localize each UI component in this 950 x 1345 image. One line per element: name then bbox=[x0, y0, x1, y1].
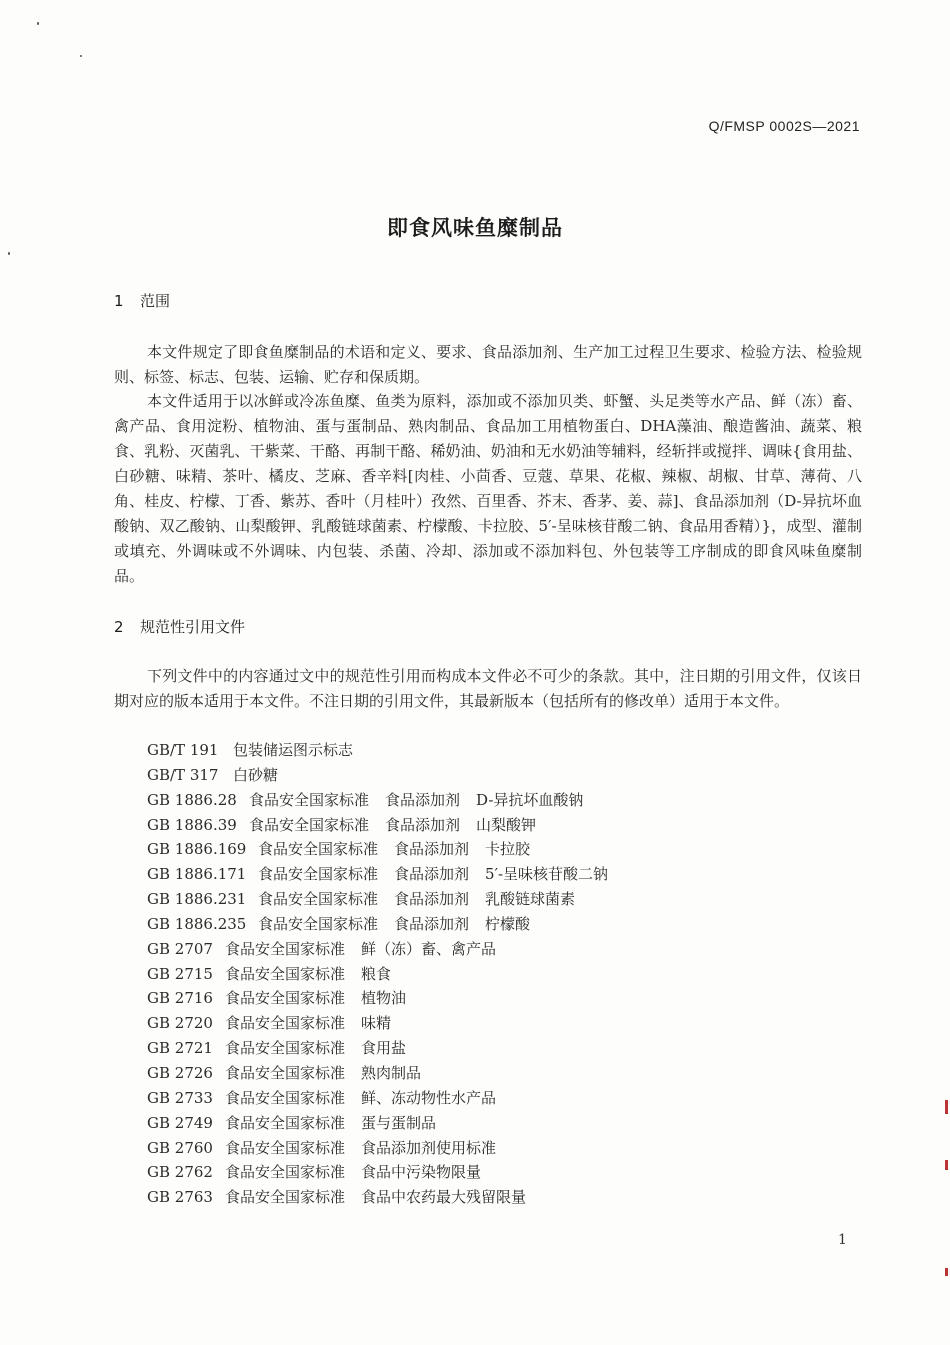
reference-title-part: 鲜（冻）畜、禽产品 bbox=[361, 939, 497, 958]
reference-code: GB 2715 bbox=[147, 964, 213, 983]
reference-title-part: 蛋与蛋制品 bbox=[361, 1113, 437, 1132]
reference-title-part: 食品安全国家标准 bbox=[225, 939, 346, 958]
scan-speck bbox=[37, 22, 39, 25]
reference-title-part: 柠檬酸 bbox=[485, 914, 531, 933]
reference-list bbox=[147, 738, 624, 1210]
reference-title-part: 食用盐 bbox=[361, 1039, 407, 1058]
scan-edge-mark bbox=[945, 1160, 948, 1170]
reference-code: GB/T 317 bbox=[147, 765, 219, 784]
reference-title-part: 5′-呈味核苷酸二钠 bbox=[485, 865, 609, 884]
reference-title-part: 食品安全国家标准 bbox=[225, 1014, 346, 1033]
reference-title-part: 食品安全国家标准 bbox=[258, 890, 379, 909]
reference-title-part: 乳酸链球菌素 bbox=[485, 890, 576, 909]
reference-item bbox=[147, 1185, 624, 1210]
reference-title-part: 食品添加剂 bbox=[385, 815, 461, 834]
scan-speck bbox=[80, 55, 82, 57]
reference-title-part: 食品安全国家标准 bbox=[225, 1063, 346, 1082]
reference-title-part: 食品安全国家标准 bbox=[225, 964, 346, 983]
reference-code: GB 1886.171 bbox=[147, 865, 247, 884]
reference-item bbox=[147, 912, 624, 937]
reference-item bbox=[147, 986, 624, 1011]
scope-paragraph-1: 本文件规定了即食鱼糜制品的术语和定义、要求、食品添加剂、生产加工过程卫生要求、检验方法、检验规则、标签、标志、包装、运输、贮存和保质期。 bbox=[114, 343, 862, 386]
reference-code: GB 1886.169 bbox=[147, 840, 247, 859]
reference-item bbox=[147, 962, 624, 987]
reference-title-part: 粮食 bbox=[361, 964, 392, 983]
reference-code: GB 1886.231 bbox=[147, 890, 247, 909]
reference-code: GB 2733 bbox=[147, 1088, 213, 1107]
reference-title-part: 食品中污染物限量 bbox=[361, 1163, 482, 1182]
reference-code: GB 2716 bbox=[147, 989, 213, 1008]
reference-title-part: D-异抗坏血酸钠 bbox=[476, 790, 584, 809]
reference-title-part: 食品安全国家标准 bbox=[258, 840, 379, 859]
reference-item bbox=[147, 1036, 624, 1061]
reference-code: GB 2720 bbox=[147, 1014, 213, 1033]
reference-code: GB 2760 bbox=[147, 1138, 213, 1157]
reference-code: GB 1886.39 bbox=[147, 815, 237, 834]
reference-item bbox=[147, 1011, 624, 1036]
section-number: 1 bbox=[114, 292, 124, 310]
reference-title-part: 食品安全国家标准 bbox=[249, 790, 370, 809]
reference-title-part: 食品添加剂 bbox=[385, 790, 461, 809]
reference-title-part: 食品安全国家标准 bbox=[225, 1138, 346, 1157]
reference-item bbox=[147, 813, 624, 838]
reference-code: GB 2762 bbox=[147, 1163, 213, 1182]
page-number: 1 bbox=[838, 1232, 847, 1248]
reference-item bbox=[147, 763, 624, 788]
reference-code: GB 2726 bbox=[147, 1063, 213, 1082]
reference-title-part: 山梨酸钾 bbox=[476, 815, 537, 834]
reference-title-part: 食品中农药最大残留限量 bbox=[361, 1188, 527, 1207]
scope-paragraph-2: 本文件适用于以冰鲜或冷冻鱼糜、鱼类为原料，添加或不添加贝类、虾蟹、头足类等水产品、鲜（冻）畜、禽产品、食用淀粉、植物油、蛋与蛋制品、熟肉制品、食品加工用植物蛋白、DHA藻油、酿造酱油、蔬菜、粮食、乳粉、灭菌乳、干紫菜、干酪、再制干酪、稀奶油、奶油和无水奶油等辅料，经斩拌或搅拌、调味{食用盐、白砂糖、味精、茶叶、橘皮、芝麻、香辛料[肉桂、小茴香、豆蔻、草果、花椒、辣椒、胡椒、甘草、薄荷、八角、桂皮、柠檬、丁香、紫苏、香叶（月桂叶）孜然、百里香、芥末、香茅、姜、蒜]、食品添加剂（D-异抗坏血酸钠、双乙酸钠、山梨酸钾、乳酸链球菌素、柠檬酸、卡拉胶、5′-呈味核苷酸二钠、食品用香精）}，成型、灌制或填充、外调味或不外调味、内包装、杀菌、冷却、添加或不添加料包、外包装等工序制成的即食风味鱼糜制品。 bbox=[114, 392, 862, 585]
section-title: 规范性引用文件 bbox=[140, 618, 246, 636]
section-heading-scope bbox=[114, 290, 170, 311]
reference-item bbox=[147, 788, 624, 813]
reference-item bbox=[147, 1136, 624, 1161]
reference-title-part: 味精 bbox=[361, 1014, 392, 1033]
reference-title-part: 食品添加剂 bbox=[394, 890, 470, 909]
reference-item bbox=[147, 1111, 624, 1136]
reference-title-part: 食品安全国家标准 bbox=[258, 865, 379, 884]
section-number: 2 bbox=[114, 618, 124, 636]
reference-title-part: 食品安全国家标准 bbox=[225, 1113, 346, 1132]
reference-code: GB 2707 bbox=[147, 939, 213, 958]
reference-title-part: 食品安全国家标准 bbox=[225, 1163, 346, 1182]
reference-title-part: 食品添加剂使用标准 bbox=[361, 1138, 497, 1157]
reference-item bbox=[147, 887, 624, 912]
reference-item bbox=[147, 937, 624, 962]
reference-code: GB 1886.235 bbox=[147, 914, 247, 933]
section-heading-normative-references bbox=[114, 616, 245, 637]
reference-title-part: 食品安全国家标准 bbox=[225, 1039, 346, 1058]
reference-title-part: 食品安全国家标准 bbox=[225, 1188, 346, 1207]
reference-item bbox=[147, 738, 624, 763]
scan-edge-mark bbox=[945, 1268, 948, 1276]
reference-item bbox=[147, 1160, 624, 1185]
reference-item bbox=[147, 837, 624, 862]
reference-title-part: 食品添加剂 bbox=[394, 865, 470, 884]
scan-speck bbox=[8, 252, 10, 255]
reference-title-part: 植物油 bbox=[361, 989, 407, 1008]
reference-title-part: 食品安全国家标准 bbox=[249, 815, 370, 834]
reference-code: GB 1886.28 bbox=[147, 790, 237, 809]
reference-title-part: 白砂糖 bbox=[233, 765, 279, 784]
reference-title-part: 包装储运图示标志 bbox=[233, 741, 354, 759]
reference-code: GB 2721 bbox=[147, 1039, 213, 1058]
reference-title-part: 食品安全国家标准 bbox=[225, 1088, 346, 1107]
reference-item bbox=[147, 1061, 624, 1086]
reference-title-part: 食品安全国家标准 bbox=[225, 989, 346, 1008]
reference-code: GB 2749 bbox=[147, 1113, 213, 1132]
reference-title-part: 熟肉制品 bbox=[361, 1063, 422, 1082]
section-title: 范围 bbox=[140, 292, 171, 310]
document-title: 即食风味鱼糜制品 bbox=[387, 216, 563, 240]
reference-code: GB 2763 bbox=[147, 1188, 213, 1207]
reference-title-part: 鲜、冻动物性水产品 bbox=[361, 1088, 497, 1107]
reference-code: GB/T 191 bbox=[147, 741, 219, 759]
scan-edge-mark bbox=[945, 1100, 948, 1114]
reference-title-part: 食品添加剂 bbox=[394, 840, 470, 859]
document-code: Q/FMSP 0002S—2021 bbox=[708, 118, 860, 134]
reference-item bbox=[147, 862, 624, 887]
reference-title-part: 食品安全国家标准 bbox=[258, 914, 379, 933]
references-intro-paragraph: 下列文件中的内容通过文中的规范性引用而构成本文件必不可少的条款。其中，注日期的引用文件，仅该日期对应的版本适用于本文件。不注日期的引用文件，其最新版本（包括所有的修改单）适用于本文件。 bbox=[114, 667, 862, 710]
reference-item bbox=[147, 1086, 624, 1111]
reference-title-part: 卡拉胶 bbox=[485, 840, 531, 859]
reference-title-part: 食品添加剂 bbox=[394, 914, 470, 933]
